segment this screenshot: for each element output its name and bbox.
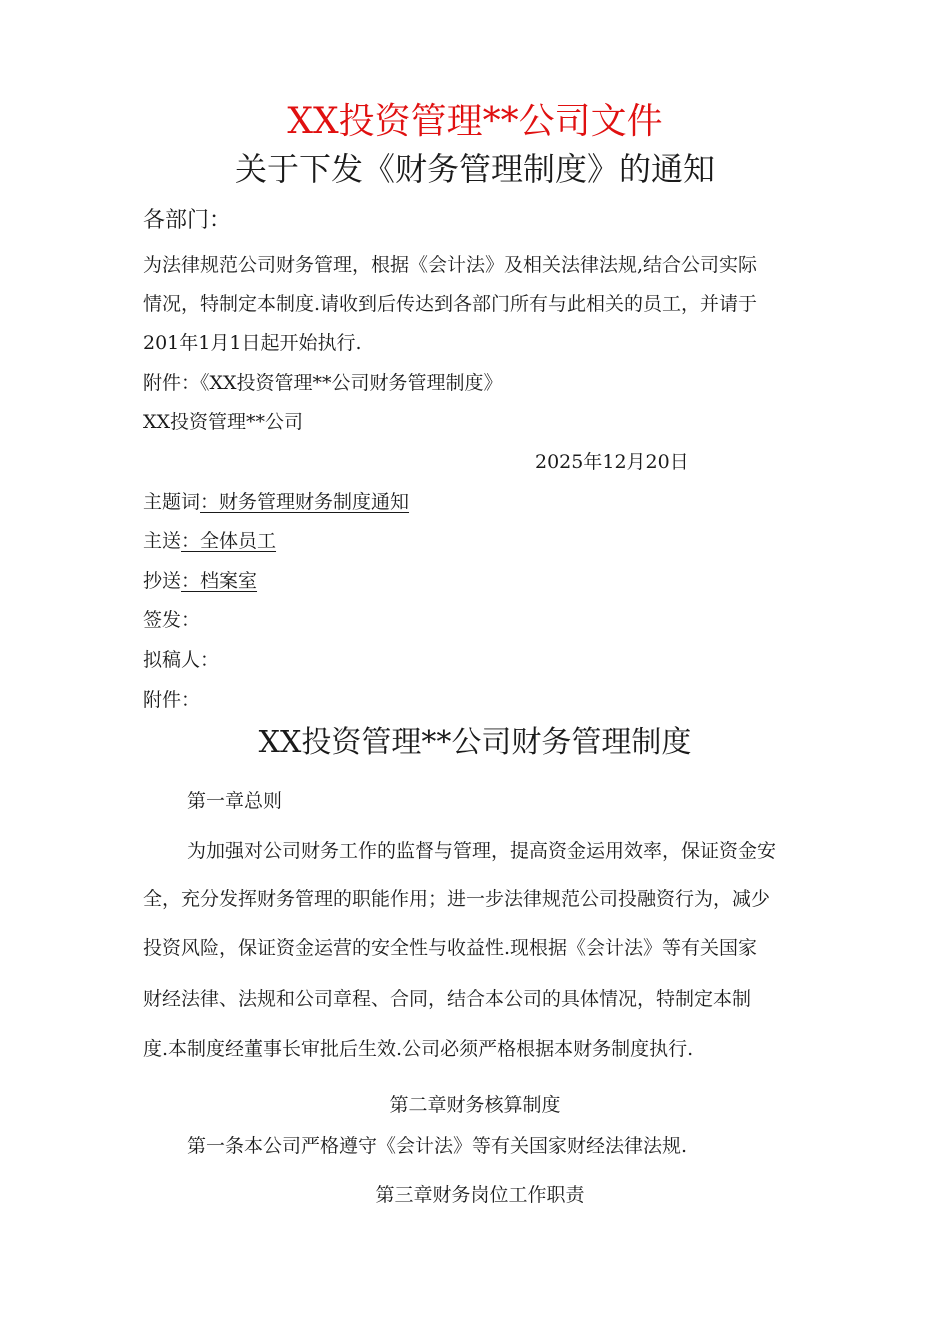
chapter1-line-2: 全，充分发挥财务管理的职能作用；进一步法律规范公司投融资行为，减少: [143, 888, 771, 910]
drafter-label: 拟稿人：: [143, 649, 220, 671]
cc-value: ：档案室: [181, 570, 258, 592]
subject-value: ：财务管理财务制度通知: [200, 491, 410, 513]
chapter1-line-1: 为加强对公司财务工作的监督与管理，提高资金运用效率，保证资金安: [187, 840, 777, 862]
subject-label: 主题词: [143, 491, 201, 513]
to-value: ：全体员工: [181, 530, 277, 552]
signature-company: XX投资管理**公司: [143, 411, 304, 433]
notice-line-2: 情况，特制定本制度.请收到后传达到各部门所有与此相关的员工，并请于: [143, 293, 758, 315]
to-row: [143, 532, 276, 551]
chapter1-line-3: 投资风险，保证资金运营的安全性与收益性.现根据《会计法》等有关国家: [143, 937, 758, 959]
issuer-label: 签发：: [143, 609, 201, 631]
subject-row: [143, 493, 409, 512]
chapter1-heading: 第一章总则: [187, 790, 283, 812]
notice-title: 关于下发《财务管理制度》的通知: [234, 150, 715, 188]
regulation-title: XX投资管理**公司财务管理制度: [258, 725, 692, 760]
chapter2-heading: 第二章财务核算制度: [389, 1094, 561, 1116]
notice-attachment: 附件：《XX投资管理**公司财务管理制度》: [143, 372, 503, 394]
salutation: 各部门：: [143, 208, 232, 233]
notice-line-1: 为法律规范公司财务管理，根据《会计法》及相关法律法规,结合公司实际: [143, 254, 758, 276]
cc-label: 抄送: [143, 570, 182, 592]
to-label: 主送: [143, 530, 182, 552]
notice-date: 2025年12月20日: [535, 451, 689, 473]
chapter2-article-1: 第一条本公司严格遵守《会计法》等有关国家财经法律法规.: [187, 1135, 688, 1157]
company-file-title: XX投资管理**公司文件: [287, 101, 663, 142]
attachment-label: 附件：: [143, 689, 201, 711]
chapter1-line-4: 财经法律、法规和公司章程、合同，结合本公司的具体情况，特制定本制: [143, 988, 752, 1010]
chapter3-heading: 第三章财务岗位工作职责: [375, 1184, 585, 1206]
notice-line-3: 201年1月1日起开始执行.: [143, 332, 362, 354]
chapter1-line-5: 度.本制度经董事长审批后生效.公司必须严格根据本财务制度执行.: [143, 1038, 694, 1060]
cc-row: [143, 572, 257, 591]
